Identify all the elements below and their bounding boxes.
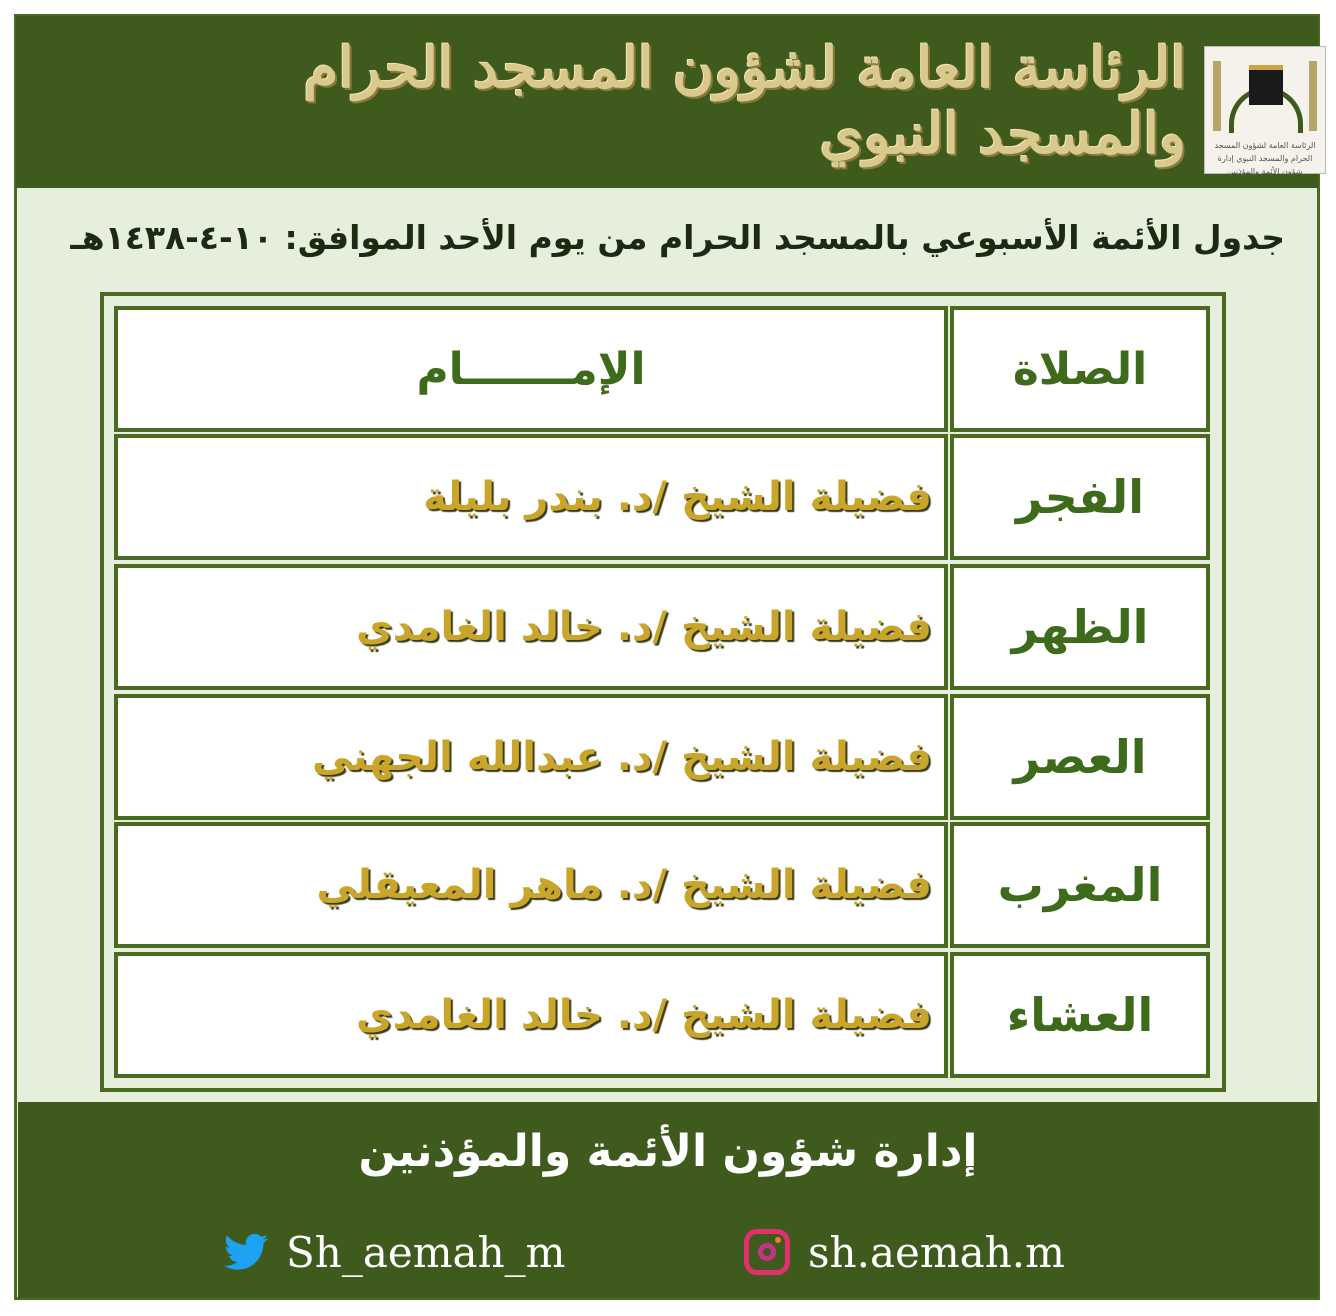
table-row-prayer <box>950 694 1210 820</box>
imam-name: فضيلة الشيخ /د. خالد الغامدي <box>356 992 932 1038</box>
table-row-imam <box>114 694 948 820</box>
table-row-imam <box>114 952 948 1078</box>
instagram-handle: sh.aemah.m <box>808 1227 1065 1277</box>
table-row-prayer <box>950 822 1210 948</box>
table-row-imam <box>114 434 948 560</box>
prayer-name: الفجر <box>1016 470 1144 524</box>
header-imam-cell <box>114 306 948 432</box>
logo-caption: الرئاسة العامة لشؤون المسجد الحرام والمسجد النبوي إدارة شؤون الأئمة والمؤذنين <box>1214 141 1316 176</box>
instagram-link[interactable] <box>744 1222 1065 1282</box>
header-imam-label: الإمـــــــام <box>416 343 646 395</box>
schedule-subtitle: جدول الأئمة الأسبوعي بالمسجد الحرام من يوم الأحد الموافق: ١٠-٤-١٤٣٨هـ <box>70 217 1285 257</box>
imam-name: فضيلة الشيخ /د. عبدالله الجهني <box>312 734 932 780</box>
table-row-imam <box>114 564 948 690</box>
kaaba-icon <box>1249 65 1283 105</box>
prayer-name: العصر <box>1013 730 1147 784</box>
twitter-handle: Sh_aemah_m <box>286 1227 566 1277</box>
imam-name: فضيلة الشيخ /د. بندر بليلة <box>423 474 932 520</box>
header-prayer-cell <box>950 306 1210 432</box>
minaret-left-icon <box>1213 61 1221 131</box>
table-row-prayer <box>950 564 1210 690</box>
kaaba-logo <box>1204 46 1326 174</box>
prayer-name: المغرب <box>997 858 1163 912</box>
table-row-imam <box>114 822 948 948</box>
imam-name: فضيلة الشيخ /د. خالد الغامدي <box>356 604 932 650</box>
instagram-dot-icon <box>775 1237 781 1243</box>
table-row-prayer <box>950 952 1210 1078</box>
table-row-prayer <box>950 434 1210 560</box>
header-prayer-label: الصلاة <box>1012 343 1148 395</box>
minaret-right-icon <box>1309 61 1317 131</box>
imam-name: فضيلة الشيخ /د. ماهر المعيقلي <box>316 862 932 908</box>
twitter-icon <box>224 1233 268 1271</box>
footer-banner <box>18 1102 1318 1298</box>
prayer-name: العشاء <box>1006 988 1154 1042</box>
banner-title: الرئاسة العامة لشؤون المسجد الحرام والمسجد النبوي <box>303 35 1186 167</box>
instagram-lens-icon <box>758 1243 776 1261</box>
header-banner <box>16 16 1318 188</box>
instagram-icon <box>744 1229 790 1275</box>
prayer-name: الظهر <box>1011 600 1149 654</box>
footer-title: إدارة شؤون الأئمة والمؤذنين <box>358 1126 978 1177</box>
twitter-link[interactable] <box>224 1222 565 1282</box>
